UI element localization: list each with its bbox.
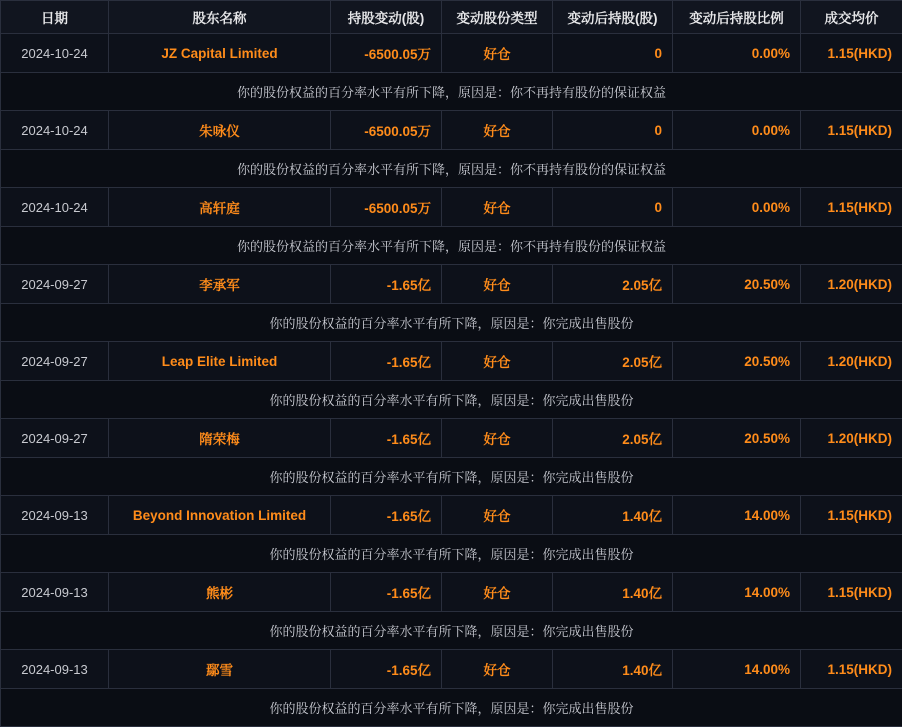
- cell-note: 你的股份权益的百分率水平有所下降，原因是：你完成出售股份: [1, 535, 902, 573]
- cell-date: 2024-09-27: [1, 342, 109, 381]
- cell-note: 你的股份权益的百分率水平有所下降，原因是：你完成出售股份: [1, 458, 902, 496]
- cell-shareholder-name[interactable]: 熊彬: [109, 573, 331, 612]
- cell-share-type: 好仓: [442, 573, 553, 612]
- cell-share-change: -1.65亿: [331, 419, 442, 458]
- cell-share-change: -1.65亿: [331, 573, 442, 612]
- cell-shareholder-name[interactable]: 鄢雪: [109, 650, 331, 689]
- cell-shares-after: 1.40亿: [553, 496, 673, 535]
- table-row[interactable]: [1, 419, 902, 458]
- cell-shares-after: 2.05亿: [553, 342, 673, 381]
- cell-shares-after: 1.40亿: [553, 650, 673, 689]
- column-header-share-change[interactable]: 持股变动(股): [331, 1, 442, 34]
- cell-avg-price: 1.20(HKD): [801, 419, 902, 458]
- cell-date: 2024-09-27: [1, 265, 109, 304]
- cell-share-change: -6500.05万: [331, 111, 442, 150]
- table-note-row: [1, 150, 902, 188]
- cell-ratio-after: 20.50%: [673, 265, 801, 304]
- cell-note: 你的股份权益的百分率水平有所下降，原因是：你完成出售股份: [1, 689, 902, 727]
- cell-date: 2024-09-27: [1, 419, 109, 458]
- cell-note: 你的股份权益的百分率水平有所下降，原因是：你不再持有股份的保证权益: [1, 150, 902, 188]
- cell-share-type: 好仓: [442, 265, 553, 304]
- cell-date: 2024-09-13: [1, 650, 109, 689]
- cell-shares-after: 2.05亿: [553, 265, 673, 304]
- column-header-avg-price[interactable]: 成交均价: [801, 1, 902, 34]
- table-note-row: [1, 227, 902, 265]
- table-row[interactable]: [1, 34, 902, 73]
- cell-note: 你的股份权益的百分率水平有所下降，原因是：你完成出售股份: [1, 304, 902, 342]
- cell-date: 2024-10-24: [1, 111, 109, 150]
- table-note-row: [1, 612, 902, 650]
- cell-avg-price: 1.20(HKD): [801, 265, 902, 304]
- cell-ratio-after: 0.00%: [673, 34, 801, 73]
- column-header-ratio-after[interactable]: 变动后持股比例: [673, 1, 801, 34]
- table-header: [1, 1, 902, 34]
- column-header-shares-after[interactable]: 变动后持股(股): [553, 1, 673, 34]
- cell-ratio-after: 14.00%: [673, 573, 801, 612]
- cell-avg-price: 1.15(HKD): [801, 573, 902, 612]
- cell-share-change: -1.65亿: [331, 496, 442, 535]
- cell-avg-price: 1.20(HKD): [801, 342, 902, 381]
- cell-share-change: -1.65亿: [331, 650, 442, 689]
- cell-ratio-after: 20.50%: [673, 342, 801, 381]
- cell-share-type: 好仓: [442, 496, 553, 535]
- cell-shares-after: 1.40亿: [553, 573, 673, 612]
- table-note-row: [1, 458, 902, 496]
- table-row[interactable]: [1, 111, 902, 150]
- table-header-row: [1, 1, 902, 34]
- cell-ratio-after: 0.00%: [673, 188, 801, 227]
- table-row[interactable]: [1, 265, 902, 304]
- column-header-shareholder-name[interactable]: 股东名称: [109, 1, 331, 34]
- cell-note: 你的股份权益的百分率水平有所下降，原因是：你完成出售股份: [1, 381, 902, 419]
- cell-shareholder-name[interactable]: Leap Elite Limited: [109, 342, 331, 381]
- cell-shareholder-name[interactable]: Beyond Innovation Limited: [109, 496, 331, 535]
- cell-shares-after: 0: [553, 188, 673, 227]
- cell-share-change: -6500.05万: [331, 188, 442, 227]
- cell-date: 2024-09-13: [1, 496, 109, 535]
- cell-avg-price: 1.15(HKD): [801, 650, 902, 689]
- cell-share-change: -6500.05万: [331, 34, 442, 73]
- cell-share-type: 好仓: [442, 188, 553, 227]
- table-row[interactable]: [1, 496, 902, 535]
- table-note-row: [1, 689, 902, 727]
- cell-share-type: 好仓: [442, 34, 553, 73]
- cell-note: 你的股份权益的百分率水平有所下降，原因是：你不再持有股份的保证权益: [1, 227, 902, 265]
- cell-share-change: -1.65亿: [331, 265, 442, 304]
- table-note-row: [1, 73, 902, 111]
- cell-avg-price: 1.15(HKD): [801, 188, 902, 227]
- cell-shareholder-name[interactable]: 朱咏仪: [109, 111, 331, 150]
- table-row[interactable]: [1, 342, 902, 381]
- cell-shareholder-name[interactable]: 高轩庭: [109, 188, 331, 227]
- cell-date: 2024-10-24: [1, 34, 109, 73]
- cell-ratio-after: 0.00%: [673, 111, 801, 150]
- cell-share-type: 好仓: [442, 111, 553, 150]
- table-row[interactable]: [1, 650, 902, 689]
- cell-share-change: -1.65亿: [331, 342, 442, 381]
- table-body: [1, 34, 902, 727]
- cell-date: 2024-10-24: [1, 188, 109, 227]
- cell-share-type: 好仓: [442, 650, 553, 689]
- table-row[interactable]: [1, 188, 902, 227]
- table-row[interactable]: [1, 573, 902, 612]
- table-note-row: [1, 381, 902, 419]
- cell-share-type: 好仓: [442, 342, 553, 381]
- cell-shares-after: 0: [553, 111, 673, 150]
- cell-avg-price: 1.15(HKD): [801, 111, 902, 150]
- column-header-date[interactable]: 日期: [1, 1, 109, 34]
- cell-shareholder-name[interactable]: 李承军: [109, 265, 331, 304]
- cell-avg-price: 1.15(HKD): [801, 496, 902, 535]
- cell-shares-after: 2.05亿: [553, 419, 673, 458]
- column-header-share-type[interactable]: 变动股份类型: [442, 1, 553, 34]
- cell-share-type: 好仓: [442, 419, 553, 458]
- cell-note: 你的股份权益的百分率水平有所下降，原因是：你完成出售股份: [1, 612, 902, 650]
- cell-ratio-after: 20.50%: [673, 419, 801, 458]
- table-note-row: [1, 304, 902, 342]
- cell-ratio-after: 14.00%: [673, 650, 801, 689]
- cell-shareholder-name[interactable]: 隋荣梅: [109, 419, 331, 458]
- cell-date: 2024-09-13: [1, 573, 109, 612]
- cell-shareholder-name[interactable]: JZ Capital Limited: [109, 34, 331, 73]
- cell-avg-price: 1.15(HKD): [801, 34, 902, 73]
- cell-ratio-after: 14.00%: [673, 496, 801, 535]
- table-note-row: [1, 535, 902, 573]
- cell-shares-after: 0: [553, 34, 673, 73]
- cell-note: 你的股份权益的百分率水平有所下降，原因是：你不再持有股份的保证权益: [1, 73, 902, 111]
